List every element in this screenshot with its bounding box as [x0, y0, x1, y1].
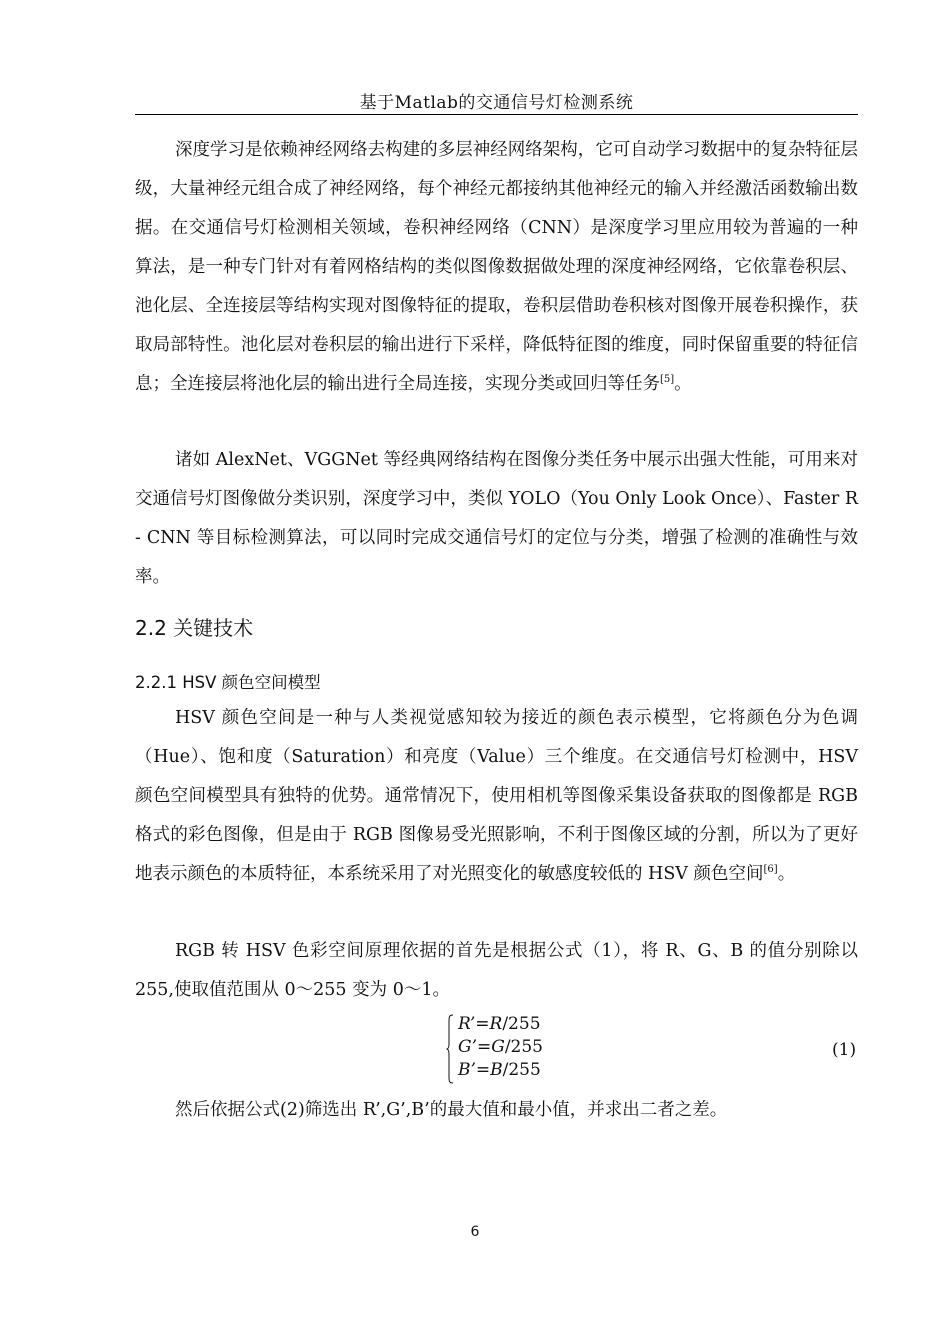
paragraph-end: 。 [777, 864, 796, 884]
page-number: 6 [470, 1224, 480, 1240]
paragraph-rgb-to-hsv: RGB 转 HSV 色彩空间原理依据的首先是根据公式（1），将 R、G、B 的值分别除以 255,使取值范围从 0～255 变为 0～1。 [135, 941, 858, 1000]
equation-line-g: G’=G/255 [458, 1037, 543, 1057]
subsection-heading: 2.2.1 HSV 颜色空间模型 [135, 673, 321, 692]
equation-number: (1) [832, 1040, 857, 1060]
paragraph-deep-learning [135, 131, 858, 404]
left-brace-icon [446, 1014, 454, 1084]
header-rule [135, 114, 858, 115]
paragraph-end: 。 [674, 374, 692, 394]
paragraph-text: 深度学习是依赖神经网络去构建的多层神经网络架构，它可自动学习数据中的复杂特征层级，大量神经元组合成了神经网络，每个神经元都接纳其他神经元的输入并经激活函数输出数据。在交通信号灯检测相关领域，卷积神经网络（CNN）是深度学习里应用较为普遍的一种算法，是一种专门针对有着网格结构的类似图像数据做处理的深度神经网络，它依靠卷积层、池化层、全连接层等结构实现对图像特征的提取，卷积层借助卷积核对图像开展卷积操作，获取局部特性。池化层对卷积层的输出进行下采样，降低特征图的维度，同时保留重要的特征信息；全连接层将池化层的输出进行全局连接，实现分类或回归等任务 [135, 140, 858, 394]
equation-line-b: B’=B/255 [458, 1060, 541, 1080]
paragraph-text: HSV 颜色空间是一种与人类视觉感知较为接近的颜色表示模型，它将颜色分为色调（Hue）、饱和度（Saturation）和亮度（Value）三个维度。在交通信号灯检测中，HSV 颜色空间模型具有独特的优势。通常情况下，使用相机等图像采集设备获取的图像都是 RGB 格式的彩色图像，但是由于 RGB 图像易受光照影响，不利于图像区域的分割，所以为了更好地表示颜色的本质特征，本系统采用了对光照变化的敏感度较低的 HSV 颜色空间 [135, 708, 858, 884]
paragraph-formula-2: 然后依据公式(2)筛选出 R’,G’,B’的最大值和最小值，并求出二者之差。 [175, 1100, 728, 1120]
running-header: 基于Matlab的交通信号灯检测系统 [359, 93, 634, 113]
equation-line-r: R’=R/255 [458, 1014, 541, 1034]
paragraph-network-structures: 诸如 AlexNet、VGGNet 等经典网络结构在图像分类任务中展示出强大性能，可用来对交通信号灯图像做分类识别，深度学习中，类似 YOLO（You Only Look Once）、Faster R - CNN 等目标检测算法，可以同时完成交通信号灯的定位与分类，增强了检测的准确性与效率。 [135, 450, 858, 587]
section-heading: 2.2 关键技术 [135, 616, 254, 640]
paragraph-hsv [135, 699, 858, 894]
equation-1 [446, 1014, 576, 1084]
citation-ref[interactable]: [5] [660, 374, 675, 386]
citation-ref[interactable]: [6] [763, 864, 778, 876]
